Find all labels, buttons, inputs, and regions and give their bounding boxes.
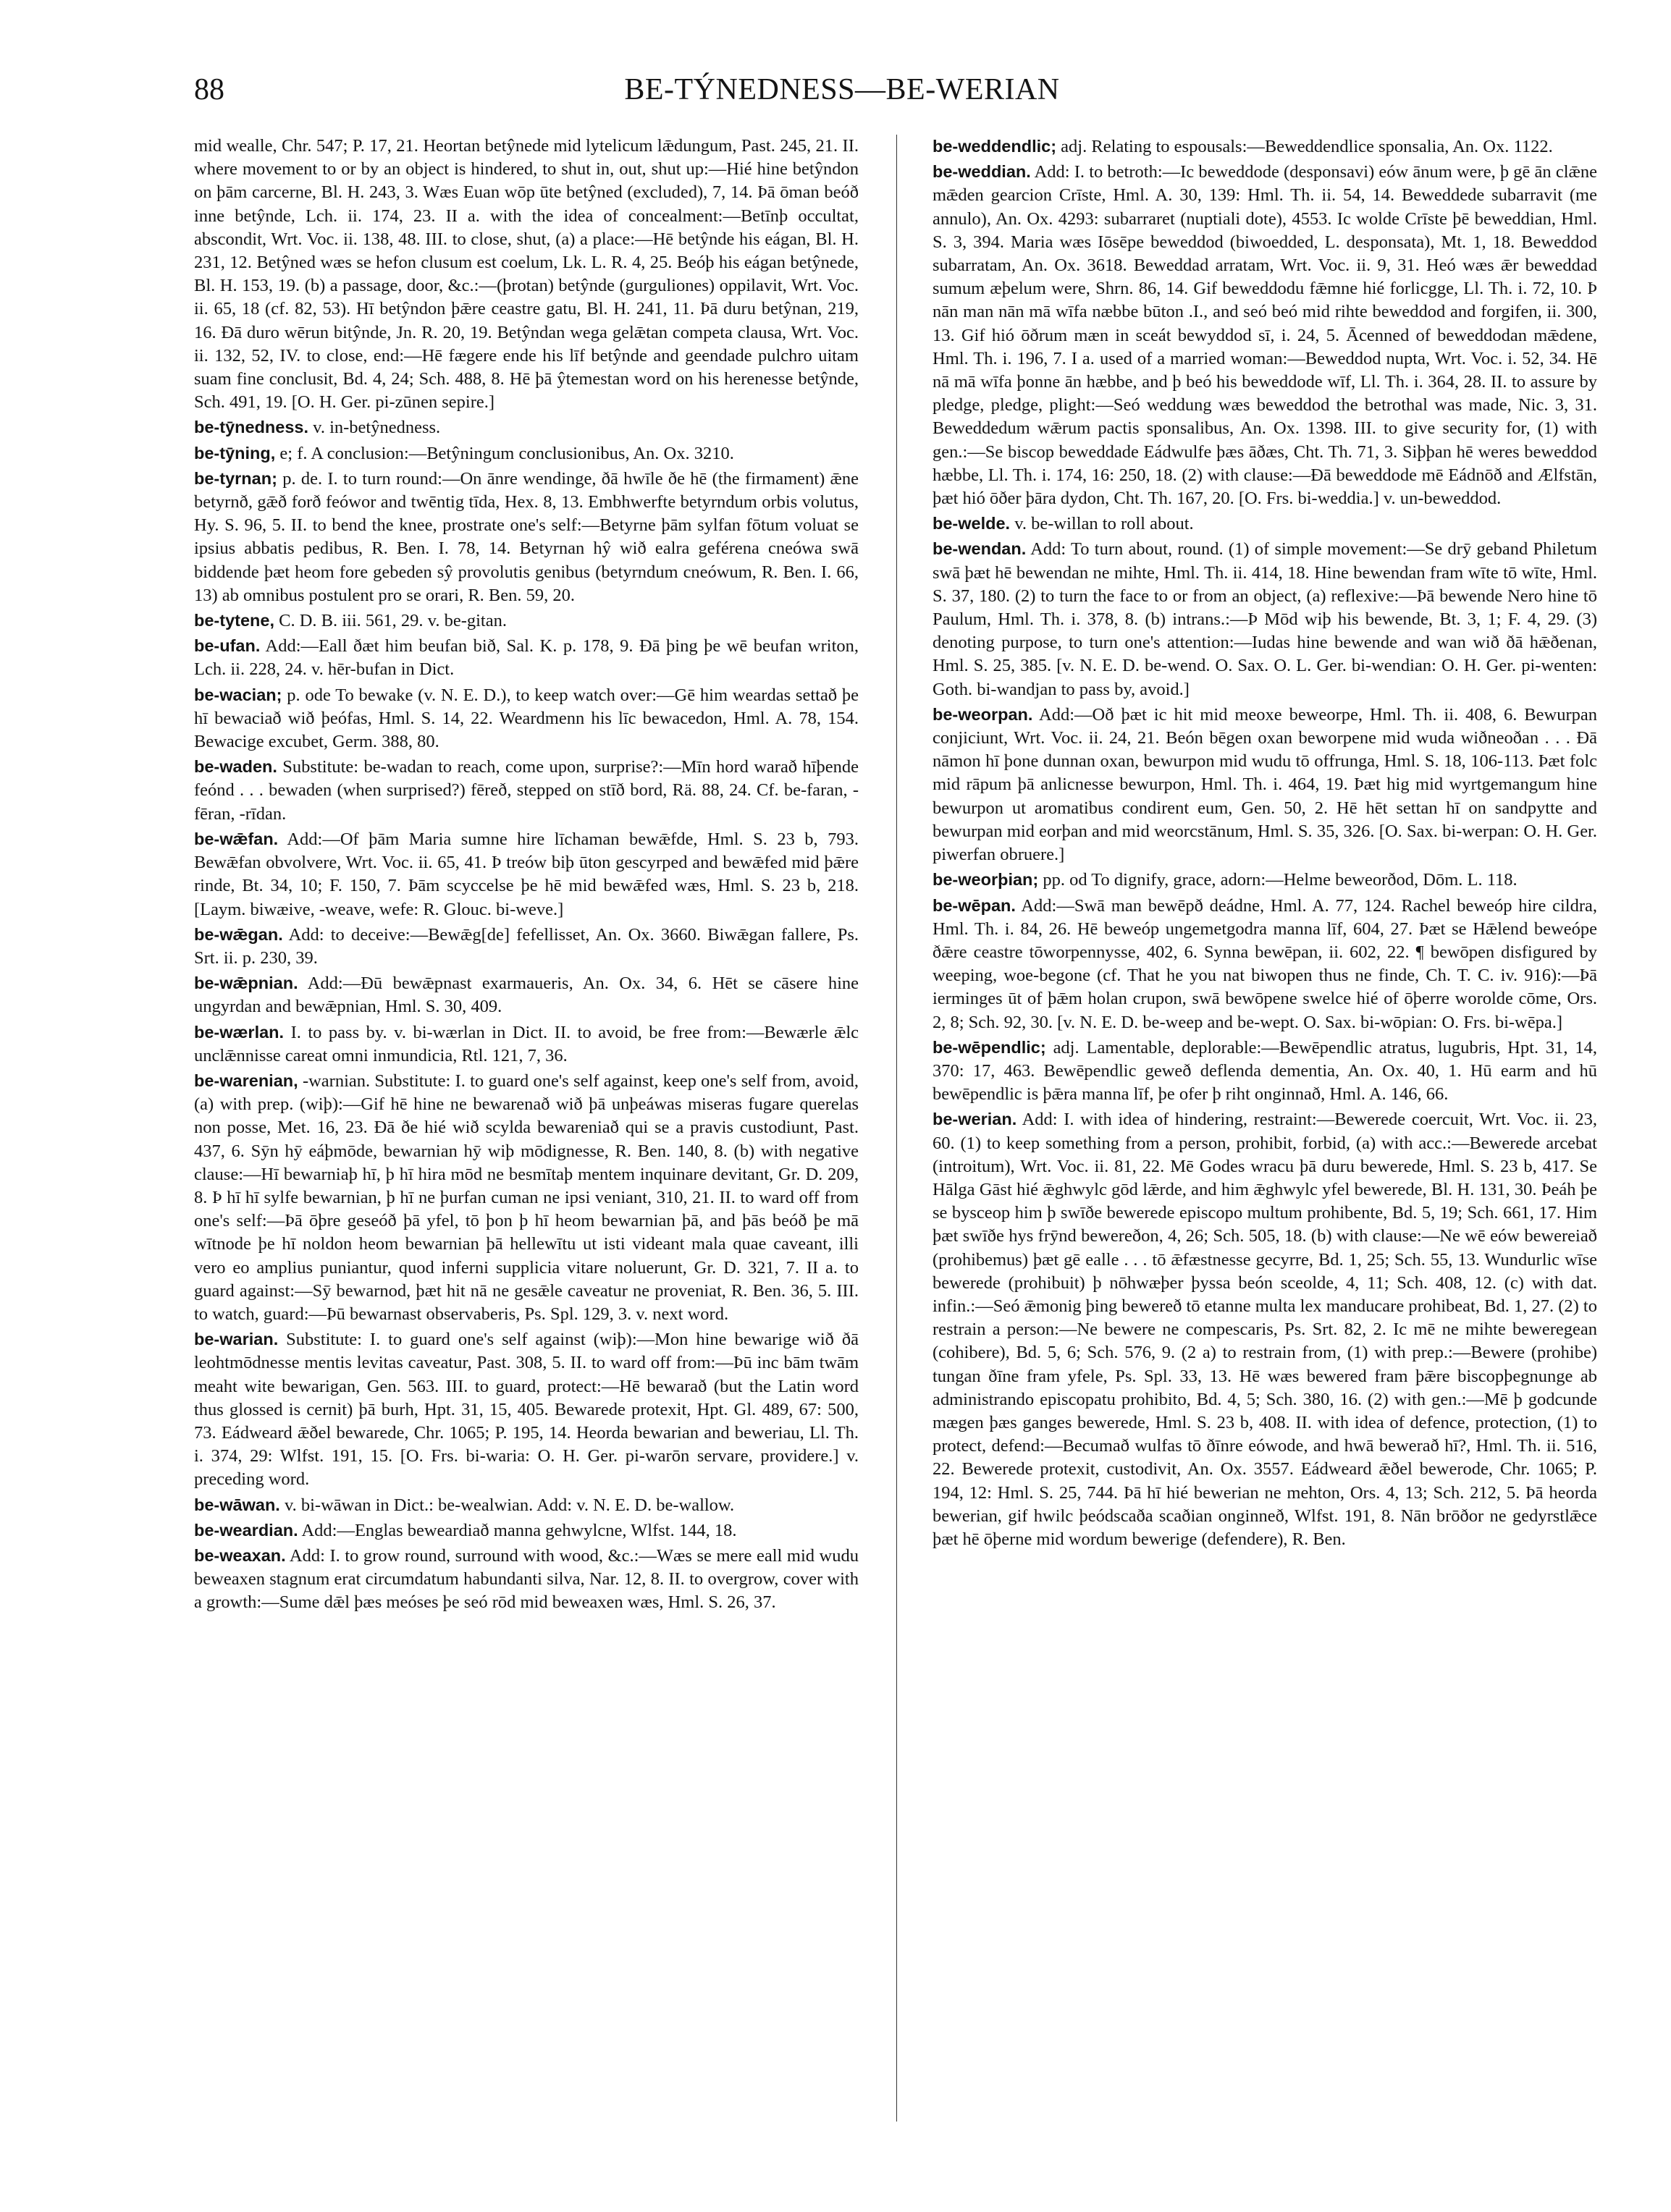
entry-headword: be-weorpan.	[933, 704, 1033, 724]
entry-headword: be-werian.	[933, 1110, 1017, 1129]
entry-definition: C. D. B. iii. 561, 29. v. be-gitan.	[279, 611, 507, 631]
dictionary-entry	[194, 971, 859, 1018]
entry-headword: be-wǣgan.	[194, 924, 283, 944]
dictionary-entry	[194, 1493, 859, 1517]
dictionary-entry	[933, 135, 1597, 159]
entry-definition: Add:—Ðū bewǣpnast exarmaueris, An. Ox. 34, 6. Hēt se cāsere hine ungyrdan and bewǣpnian, Hml. S. 30, 409.	[194, 974, 859, 1017]
entry-definition: pp. od To dignify, grace, adorn:—Helme beweorðod, Dōm. L. 118.	[1043, 870, 1518, 890]
entry-headword: be-tȳnedness.	[194, 418, 309, 437]
entry-headword: be-wacian;	[194, 685, 282, 704]
entry-definition: adj. Lamentable, deplorable:—Bewēpendlic atratus, lugubris, Hpt. 31, 14, 370: 17, 463. Bewēpendlic geweð deflenda dementia, An. Ox. 40, 1. Hū earm and hū bewēpendlic is þǣra manna līf, þe ofer þ riht onginnað, Hml. A. 146, 66.	[933, 1037, 1598, 1105]
entry-definition: v. in-betŷnedness.	[313, 418, 441, 438]
entry-headword: be-weorþian;	[933, 870, 1039, 890]
dictionary-entry	[933, 512, 1597, 536]
entry-definition: Substitute: I. to guard one's self against (wiþ):—Mon hine bewarige wið ðā leohtmōdnesse mentis levitas caveatur, Past. 308, 5. II. to ward off from:—Þū inc bām twām meaht wite bewarigan, Gen. 563. III. to guard, protect:—Hē bewarað (but the Latin word thus glossed is cernit) þā burh, Hpt. 31, 15, 405. Bewarede protexit, Hpt. Gl. 489, 67: 500, 73. Eádweard ǣðel bewarede, Chr. 1065; P. 195, 14. Heorda bewarian and beweriau, Ll. Th. i. 374, 29: Wlfst. 191, 15. [O. Frs. bi-waria: O. H. Ger. pi-warōn servare, providere.] v. preceding word.	[194, 1330, 859, 1490]
entry-definition: Add:—Of þām Maria sumne hire līchaman bewǣfde, Hml. S. 23 b, 793. Bewǣfan obvolvere, Wrt. Voc. ii. 65, 41. Þ treów biþ ūton gescyrped and bewǣfed mid þǣre rinde, Bt. 34, 10; F. 150, 7. Þām scyccelse þe hē mid bewǣfed wæs, Hml. S. 23 b, 218. [Laym. biwæive, -weave, wefe: R. Glouc. bi-weve.]	[194, 829, 859, 919]
entry-definition: v. bi-wāwan in Dict.: be-wealwian. Add: v. N. E. D. be-wallow.	[284, 1495, 735, 1515]
entry-headword: be-wēpendlic;	[933, 1037, 1046, 1057]
dictionary-entry	[933, 703, 1597, 866]
entry-definition: Add: I. to grow round, surround with wood, &c.:—Wæs se mere eall mid wudu beweaxen stagnum erat circumdatum habundanti silva, Nar. 12, 8. II. to overgrow, cover with a growth:—Sume dǣl þæs meóses þe seó rōd mid beweaxen wæs, Hml. S. 26, 37.	[194, 1545, 859, 1613]
right-column	[933, 135, 1597, 1553]
dictionary-entry	[933, 1107, 1597, 1551]
entry-definition: Add: I. to betroth:—Ic beweddode (desponsavi) eów ānum were, þ gē ān clǣne mǣden gearcion Crīste, Hml. A. 30, 139: Hml. Th. ii. 54, 14. Beweddede subarravit (me annulo), An. Ox. 4293: subarraret (nuptiali dote), 4553. Ic wolde Crīste þē beweddian, Hml. S. 3, 394. Maria wæs Iōsēpe beweddod (biwoedded, L. desponsata), Mt. 1, 18. Beweddod subarratam, An. Ox. 3618. Beweddad arratam, Wrt. Voc. ii. 9, 31. Heó wæs ǣr beweddad sumum æþelum were, Shrn. 86, 14. Gif beweddodu fǣmne hié forlicgge, Ll. Th. i. 72, 10. Þ nān man nān mā wīfa næbbe būton .I., and seó beó mid rihte beweddod and forgifen, ii. 300, 13. Gif hió ōðrum mæn in sceát bewyddod sī, i. 24, 5. Ācenned of beweddodan mǣdene, Hml. Th. i. 196, 7. I a. used of a married woman:—Beweddod nupta, Wrt. Voc. i. 52, 34. Hē nā mā wīfa þonne ān hæbbe, and þ beó his beweddode wīf, Ll. Th. i. 364, 28. II. to assure by pledge, pledge, plight:—Seó weddung wæs beweddod the betrothal was made, Nic. 3, 31. Beweddedum wǣrum pactis sponsalibus, An. Ox. 1398. III. to give security for, (1) with gen.:—Se biscop beweddade Eádwulfe þæs āðæs, Cht. Th. 71, 3. Siþþan hē weres beweddod hæbbe, Ll. Th. i. 174, 16: 250, 18. (2) with clause:—Ðā beweddode mē Eádnōð and Ælfstān, þæt hió ōðer þāra dydon, Cht. Th. 167, 20. [O. Frs. bi-weddia.] v. un-beweddod.	[933, 162, 1597, 509]
dictionary-entry	[194, 755, 859, 826]
dictionary-entry	[194, 1544, 859, 1615]
dictionary-entry	[194, 467, 859, 607]
dictionary-entry	[194, 1327, 859, 1491]
entry-definition: I. to pass by. v. bi-wærlan in Dict. II. to avoid, be free from:—Bewærle ǣlc unclǣnnisse careat omni inmundicia, Rtl. 121, 7, 36.	[194, 1022, 859, 1065]
entry-headword: be-warenian,	[194, 1071, 298, 1090]
entry-headword: be-wēpan.	[933, 895, 1016, 915]
page-header	[194, 72, 1490, 116]
column-divider	[896, 135, 897, 2122]
entry-headword: be-tyrnan;	[194, 468, 277, 488]
entry-definition: Add: to deceive:—Bewǣg[de] fefellisset, An. Ox. 3660. Biwǣgan fallere, Ps. Srt. ii. p. 230, 39.	[194, 924, 859, 968]
entry-definition: Add: To turn about, round. (1) of simple movement:—Se drȳ geband Philetum swā þæt hē bewendan ne mihte, Hml. Th. ii. 414, 18. Hine bewendan fram wīte tō wīte, Hml. S. 37, 180. (2) to turn the face to or from an object, (a) reflexive:—Þā bewende Nero hine tō Paulum, Hml. Th. i. 378, 8. (b) intrans.:—Þ Mōd wiþ his bewende, Bt. 3, 1; F. 4, 29. (3) denoting purpose, to turn one's attention:—Iudas hine bewende and wan wið ðā hǣðenan, Hml. S. 25, 385. [v. N. E. D. be-wend. O. Sax. O. L. Ger. bi-wendian: O. H. Ger. pi-wenten: Goth. bi-wandjan to pass by, avoid.]	[933, 539, 1597, 699]
entry-definition: p. de. I. to turn round:—On ānre wendinge, ðā hwīle ðe hē (the firmament) ǣne betyrnð, gǣð forð feówor and twēntig tīda, Hex. 8, 13. Embhwerfte betyrndum orbis volutus, Hy. S. 96, 5. II. to bend the knee, prostrate one's self:—Betyrne þām sylfan fōtum voluat se ipsius abbatis pedibus, R. Ben. I. 78, 14. Betyrnan hŷ wið ealra geférena cneówa swā biddende þæt heom fore gebeden sŷ provolutis genibus (betyrndum cneówum, R. Ben. I. 66, 13) ab omnibus postulent pro se orari, R. Ben. 59, 20.	[194, 468, 859, 605]
entry-definition: e; f. A conclusion:—Betŷningum conclusionibus, An. Ox. 3210.	[279, 443, 734, 463]
entry-definition: Add:—Oð þæt ic hit mid meoxe beweorpe, Hml. Th. ii. 408, 6. Bewurpan conjiciunt, Wrt. Voc. ii. 24, 21. Beón bēgen oxan beworpene mid wuda wiðneoðan . . . Ðā nāmon hī þone dunnan oxan, bewurpon mid wudu tō offrunga, Hml. S. 18, 106-113. Þæt folc mid rāpum þā anlicnesse bewurpon, Hml. Th. i. 464, 19. Þæt hig mid wyrtgemangum hine bewurpon ut aromatibus condirent eum, Gen. 50, 2. Hē hēt settan hī on sandpytte and bewurpan mid eorþan and mid weorcstānum, Hml. S. 35, 326. [O. Sax. bi-werpan: O. H. Ger. piwerfan obruere.]	[933, 704, 1598, 865]
entry-definition: p. ode To bewake (v. N. E. D.), to keep watch over:—Gē him weardas settað þe hī bewaciað wið þeófas, Hml. S. 14, 22. Weardmenn his līc bewacedon, Hml. A. 78, 154. Bewacige excubet, Germ. 388, 80.	[194, 685, 859, 752]
running-head: BE-TÝNEDNESS—BE-WERIAN	[624, 73, 1060, 106]
dictionary-entry	[194, 634, 859, 681]
entry-headword: be-ufan.	[194, 636, 261, 656]
entry-headword: be-waden.	[194, 757, 277, 777]
dictionary-entry	[194, 827, 859, 921]
entry-headword: be-wærlan.	[194, 1022, 285, 1042]
dictionary-entry	[933, 537, 1597, 701]
entry-headword: be-wendan.	[933, 539, 1027, 559]
entry-headword: be-tytene,	[194, 611, 274, 630]
entry-headword: be-wǣpnian.	[194, 974, 298, 993]
entry-headword: be-welde.	[933, 514, 1011, 533]
dictionary-entry	[933, 868, 1597, 892]
entry-definition: Add:—Swā man bewēpð deádne, Hml. A. 77, 124. Rachel beweóp hire cildra, Hml. Th. i. 84, 26. Hē beweóp ungemetgodra manna līf, 604, 27. Þæt se Hǣlend beweópe ðǣre ceastre tōworpennysse, 402, 6. Synna bewēpan, ii. 602, 22. ¶ bewōpen disfigured by weeping, woe-begone (cf. That he you nat biwopen thus ne finde, Ch. T. C. iv. 916):—Þā ierminges ūt of þǣm holan crupon, swā bewōpene swelce hié of ōþerre worolde cōme, Ors. 2, 8; Sch. 92, 30. [v. N. E. D. be-weep and be-wept. O. Sax. bi-wōpian: O. Frs. bi-wēpa.]	[933, 895, 1597, 1032]
entry-headword: be-warian.	[194, 1330, 279, 1349]
entry-headword: be-wāwan.	[194, 1495, 280, 1514]
dictionary-entry	[194, 442, 859, 465]
dictionary-entry	[933, 160, 1597, 510]
left-column	[194, 135, 859, 1616]
entry-definition: mid wealle, Chr. 547; P. 17, 21. Heortan betŷnede mid lytelicum lǣdungum, Past. 245, 21. II. where movement to or by an object is hindered, to shut in, out, shut up:—Hié hine betŷndon on þām carcerne, Bl. H. 243, 3. Wæs Euan wōp ūte betŷned (excluded), 7, 14. Þā ōman beóð inne betŷnde, Lch. ii. 174, 23. II a. with the idea of concealment:—Betīnþ occultat, abscondit, Wrt. Voc. ii. 138, 48. III. to close, shut, (a) a place:—Hē betŷnde his eágan, Bl. H. 231, 12. Betŷned wæs se hefon clusum est coelum, Lk. L. R. 4, 25. Beóþ his eágan betŷnede, Bl. H. 153, 19. (b) a passage, door, &c.:—(þrotan) betŷnde (gurguliones) oppilavit, Wrt. Voc. ii. 65, 18 (cf. 82, 53). Hī betŷndon þǣre ceastre gatu, Bl. H. 241, 11. Þā duru betŷnan, 219, 16. Ðā duro wērun bitŷnde, Jn. R. 20, 19. Betŷndan wega gelǣtan competa clausa, Wrt. Voc. ii. 132, 52, IV. to close, end:—Hē fægere ende his līf betŷnde and geendade pulchro uitam suam fine conclusit, Bd. 4, 24; Sch. 488, 8. Hē þā ŷtemestan word on his herenesse betŷnde, Sch. 491, 19. [O. H. Ger. pi-zūnen sepire.]	[194, 136, 859, 413]
dictionary-entry	[194, 923, 859, 970]
dictionary-entry	[194, 1069, 859, 1326]
page-number: 88	[194, 73, 224, 106]
entry-headword: be-wǣfan.	[194, 829, 279, 848]
entry-headword: be-weardian.	[194, 1520, 298, 1540]
dictionary-entry	[194, 609, 859, 633]
dictionary-entry	[194, 415, 859, 439]
entry-definition: v. be-willan to roll about.	[1014, 514, 1194, 534]
entry-definition: Substitute: be-wadan to reach, come upon, surprise?:—Mīn hord warað hīþende feónd . . . bewaden (when surprised?) fēreð, stepped on stīð bord, Rä. 88, 24. Cf. be-faran, -fēran, -rīdan.	[194, 757, 859, 824]
entry-headword: be-weaxan.	[194, 1545, 286, 1565]
entry-headword: be-weddendlic;	[933, 137, 1057, 156]
entry-definition: Add:—Eall ðæt him beufan bið, Sal. K. p. 178, 9. Ðā þing þe wē beufan writon, Lch. ii. 228, 24. v. hēr-bufan in Dict.	[194, 636, 859, 680]
entry-headword: be-tȳning,	[194, 443, 276, 463]
entry-definition: Add:—Englas beweardiað manna gehwylcne, Wlfst. 144, 18.	[301, 1520, 737, 1540]
entry-headword: be-weddian.	[933, 162, 1031, 182]
dictionary-entry	[933, 894, 1597, 1034]
entry-definition: Add: I. with idea of hindering, restraint:—Bewerede coercuit, Wrt. Voc. ii. 23, 60. (1) to keep something from a person, prohibit, forbid, (a) with acc.:—Bewerede arcebat (introitum), Wrt. Voc. ii. 81, 22. Mē Godes wracu þā duru bewerede, Hml. S. 23 b, 417. Se Hālga Gāst hié ǣghwylc gōd lǣrde, and him ǣghwylc yfel bewerede, Bl. H. 131, 30. Þeáh þe se bysceop him þ swīðe bewerede episcopo multum prohibente, Bd. 5, 19; Sch. 661, 17. Him þæt swīðe hys frȳnd bewereðon, 4, 26; Sch. 505, 18. (b) with clause:—Ne wē eów bewereiað (prohibemus) þæt gē ealle . . . tō ǣfæstnesse gecyrre, Bd. 1, 25; Sch. 55, 13. Wundurlic wīse bewerede (prohibuit) þ nōhwæþer þyssa beón sceolde, 4, 11; Sch. 408, 12. (c) with dat. infin.:—Seó ǣmonig þing bewereð tō etanne multa lex manducare prohibeat, Bd. 1, 27. (2) to restrain a person:—Ne bewere ne compescaris, Ps. Srt. 82, 2. Ic mē ne mihte beweregean (cohibere), Bd. 5, 6; Sch. 576, 9. (2 a) to restrain from, (1) with prep.:—Bewere (prohibe) tungan ðīne fram yfele, Ps. Spl. 33, 13. Hē wæs bewered fram þǣre biscopþegnunge ab administrando episcopatu prohibito, Bd. 4, 5; Sch. 380, 16. (2) with gen.:—Mē þ godcunde mægen þæs ganges bewerede, Hml. S. 23 b, 408. II. with idea of defence, protection, (1) to protect, defend:—Becumað wulfas tō ðīnre eówode, and hwā bewerað hī?, Hml. Th. ii. 516, 22. Bewerede protexit, custodivit, An. Ox. 3557. Eádweard ǣðel bewerode, Chr. 1065; P. 194, 12: Hml. S. 25, 744. Þā hī hié bewerian ne mehton, Ors. 4, 13; Sch. 212, 5. Þā heorda bewerian, gif hwilc þeódscaða scaðian onginneð, Wlfst. 191, 8. Nān brōðor ne gedyrstlǣce þæt hē ōþerne mid wordum bewerige (defendere), R. Ben.	[933, 1110, 1597, 1549]
dictionary-entry	[194, 135, 859, 414]
dictionary-entry	[194, 683, 859, 754]
dictionary-entry	[933, 1036, 1597, 1107]
dictionary-entry	[194, 1519, 859, 1542]
entry-definition: -warnian. Substitute: I. to guard one's self against, keep one's self from, avoid, (a) with prep. (wiþ):—Gif hē hine ne bewarenað wið þā unþeáwas miseras fugare querelas non posse, Met. 16, 23. Ðā ðe hié wið scylda bewareniað qui se a pravis custodiunt, Past. 437, 6. Sȳn hȳ eáþmōde, bewarnian hȳ wiþ mōdignesse, R. Ben. 140, 8. (b) with negative clause:—Hī bewarniaþ hī, þ hī hira mōd ne besmītaþ mentem inquinare devitant, Gr. D. 209, 8. Þ hī hī sylfe bewarnian, þ hī ne þurfan cuman ne ipsi veniant, 310, 21. II. to ward off from one's self:—Þā ōþre geseóð þā yfel, tō þon þ hī heom bewarnian þā, and þās beóð þe mā wītnode þe hī noldon heom bewarnian þā hellewītu ut isti videant mala quae caveant, illi vero eo amplius puniantur, quod inferni supplicia vitare noluerunt, Gr. D. 321, 7. II a. to guard against:—Sȳ bewarnod, þæt hit nā ne gesǣle caveatur ne proveniat, R. Ben. 36, 5. III. to watch, guard:—Þū bewarnast observaberis, Ps. Spl. 129, 3. v. next word.	[194, 1071, 859, 1324]
entry-definition: adj. Relating to espousals:—Beweddendlice sponsalia, An. Ox. 1122.	[1061, 137, 1553, 156]
dictionary-entry	[194, 1021, 859, 1068]
